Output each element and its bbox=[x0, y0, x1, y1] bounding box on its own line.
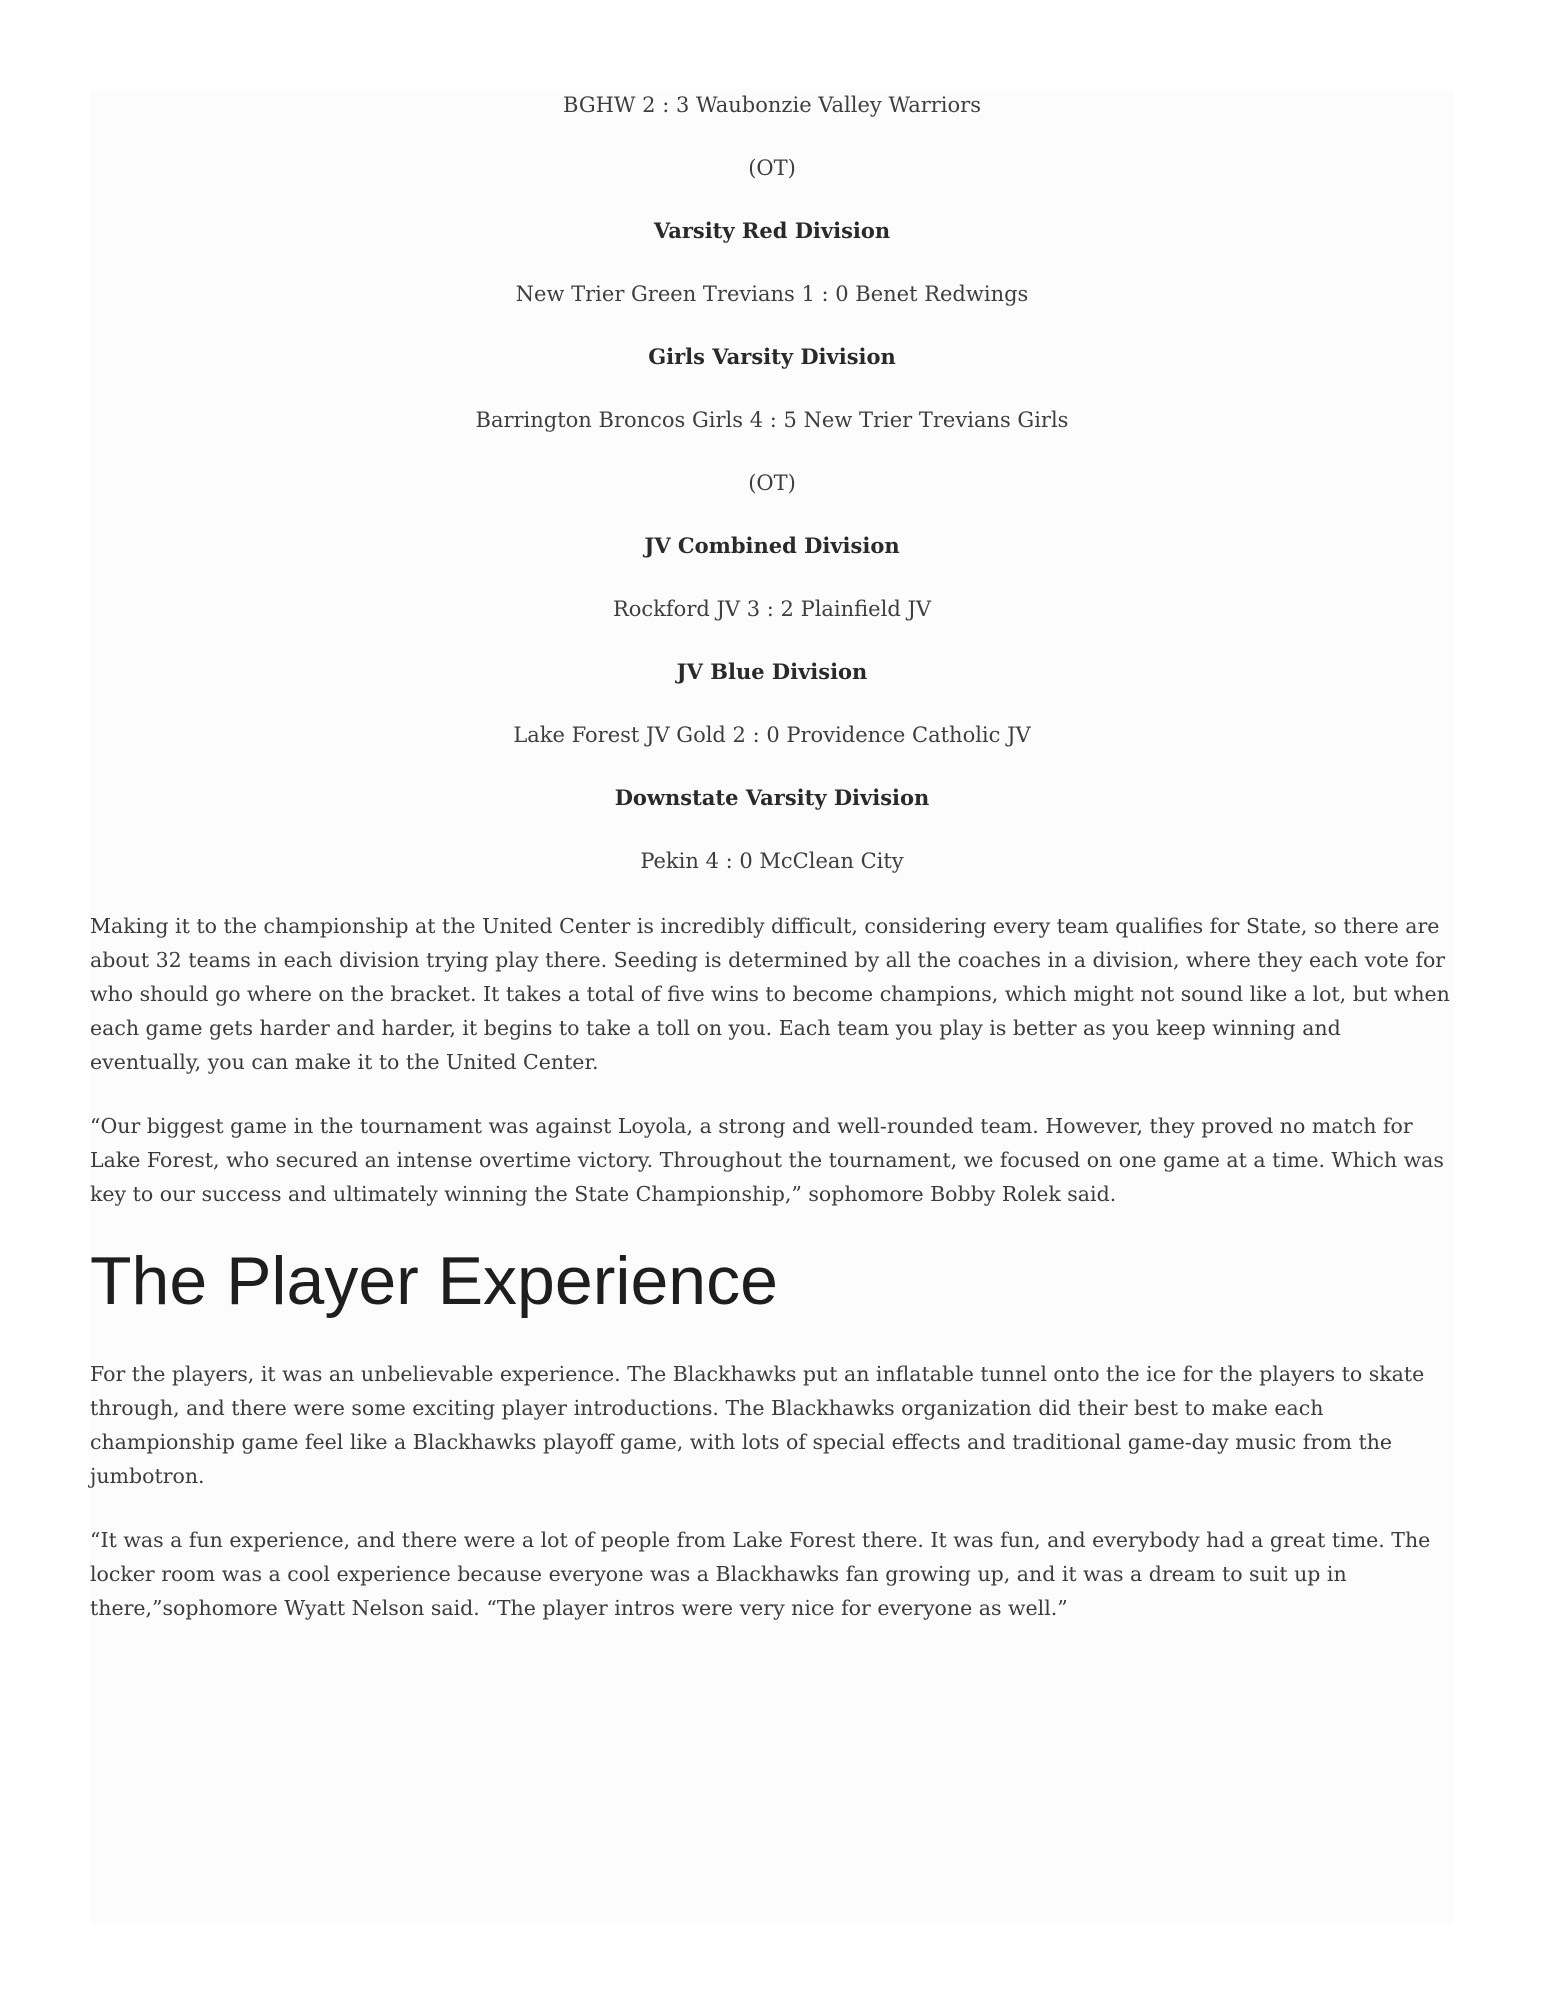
body-paragraph: For the players, it was an unbelievable experience. The Blackhawks put an inflatable tunnel onto the ice for the players to skate through, and there were some exciting player introductions. The Blackhawks organization did their best to make each championship game feel like a Blackhawks playoff game, with lots of special effects and traditional game-day music from the jumbotron. bbox=[90, 1362, 1425, 1488]
division-heading: Varsity Red Division bbox=[653, 218, 891, 243]
result-note: (OT) bbox=[748, 471, 796, 495]
article-body bbox=[90, 90, 1454, 1655]
division-heading: JV Combined Division bbox=[644, 533, 900, 558]
result-line: Rockford JV 3 : 2 Plainfield JV bbox=[612, 597, 932, 621]
result-line: Barrington Broncos Girls 4 : 5 New Trier Trevians Girls bbox=[475, 408, 1069, 432]
result-line: Pekin 4 : 0 McClean City bbox=[640, 849, 904, 873]
division-heading: Downstate Varsity Division bbox=[614, 785, 930, 810]
quote-paragraph: “Our biggest game in the tournament was against Loyola, a strong and well-rounded team. However, they proved no match for Lake Forest, who secured an intense overtime victory. Throughout the tournament, we focused on one game at a time. Which was key to our success and ultimately winning the State Championship,” sophomore Bobby Rolek said. bbox=[90, 1114, 1444, 1206]
result-line: New Trier Green Trevians 1 : 0 Benet Redwings bbox=[515, 282, 1029, 306]
section-heading: The Player Experience bbox=[90, 1243, 778, 1319]
body-paragraph: Making it to the championship at the United Center is incredibly difficult, considering every team qualifies for State, so there are about 32 teams in each division trying play there. Seeding is determined by all the coaches in a division, where they each vote for who should go where on the bracket. It takes a total of five wins to become champions, which might not sound like a lot, but when each game gets harder and harder, it begins to take a toll on you. Each team you play is better as you keep winning and eventually, you can make it to the United Center. bbox=[90, 914, 1450, 1074]
result-line: Lake Forest JV Gold 2 : 0 Providence Catholic JV bbox=[513, 723, 1031, 747]
result-note: (OT) bbox=[748, 156, 796, 180]
results-list bbox=[90, 90, 1454, 876]
division-heading: JV Blue Division bbox=[676, 659, 868, 684]
quote-paragraph: “It was a fun experience, and there were a lot of people from Lake Forest there. It was fun, and everybody had a great time. The locker room was a cool experience because everyone was a Blackhawks fan growing up, and it was a dream to suit up in there,”sophomore Wyatt Nelson said. “The player intros were very nice for everyone as well.” bbox=[90, 1528, 1431, 1620]
result-line: BGHW 2 : 3 Waubonzie Valley Warriors bbox=[563, 93, 981, 117]
division-heading: Girls Varsity Division bbox=[648, 344, 896, 369]
